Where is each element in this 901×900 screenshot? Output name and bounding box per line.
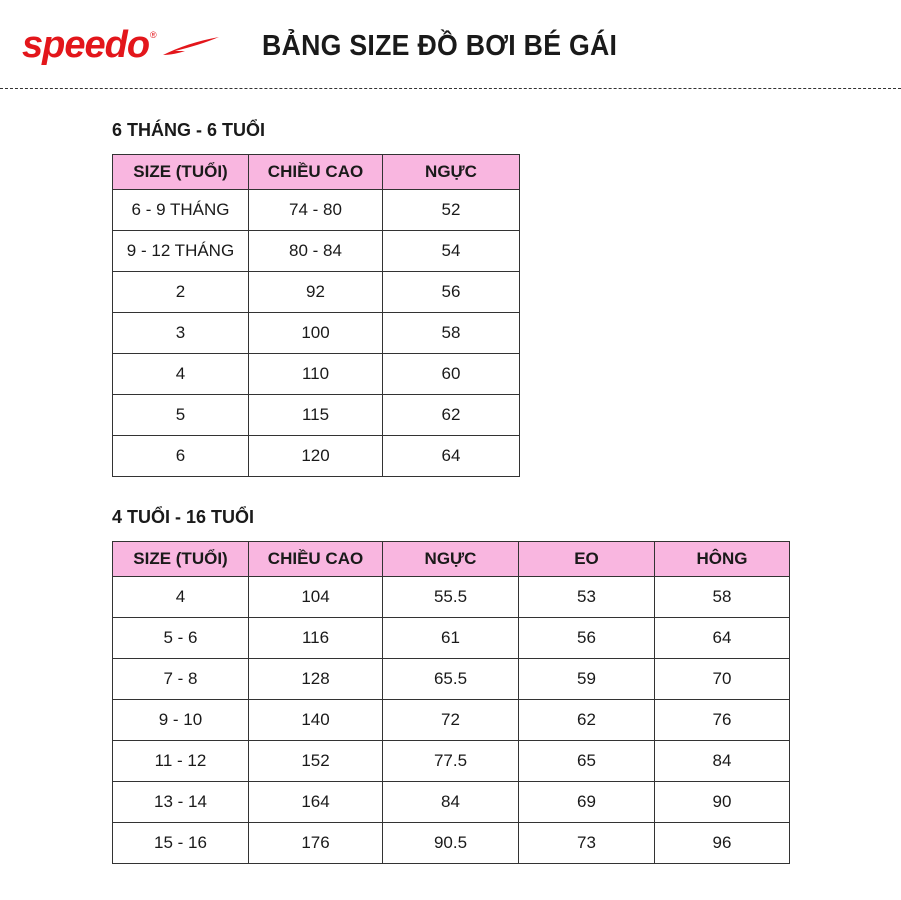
header-chest: NGỰC (383, 155, 520, 190)
cell-chest: 64 (383, 436, 520, 477)
cell-height: 176 (249, 823, 383, 864)
cell-hip: 70 (655, 659, 790, 700)
cell-hip: 96 (655, 823, 790, 864)
table-row (113, 782, 790, 823)
cell-waist: 62 (519, 700, 655, 741)
cell-height: 92 (249, 272, 383, 313)
cell-height: 74 - 80 (249, 190, 383, 231)
cell-waist: 59 (519, 659, 655, 700)
cell-chest: 77.5 (383, 741, 519, 782)
cell-chest: 72 (383, 700, 519, 741)
cell-size: 13 - 14 (113, 782, 249, 823)
cell-size: 4 (113, 577, 249, 618)
cell-waist: 73 (519, 823, 655, 864)
cell-height: 100 (249, 313, 383, 354)
table-row (113, 272, 520, 313)
cell-hip: 90 (655, 782, 790, 823)
cell-hip: 76 (655, 700, 790, 741)
header-size: SIZE (TUỔI) (113, 155, 249, 190)
page-title: BẢNG SIZE ĐỒ BƠI BÉ GÁI (262, 30, 618, 62)
cell-chest: 61 (383, 618, 519, 659)
cell-size: 5 (113, 395, 249, 436)
cell-chest: 60 (383, 354, 520, 395)
table-row (113, 190, 520, 231)
table-row (113, 231, 520, 272)
header-hip: HÔNG (655, 542, 790, 577)
header-height: CHIỀU CAO (249, 542, 383, 577)
cell-size: 6 - 9 THÁNG (113, 190, 249, 231)
cell-size: 4 (113, 354, 249, 395)
cell-size: 2 (113, 272, 249, 313)
cell-size: 7 - 8 (113, 659, 249, 700)
cell-height: 152 (249, 741, 383, 782)
size-table-infant (112, 154, 520, 477)
table-header-row (113, 542, 790, 577)
cell-chest: 52 (383, 190, 520, 231)
cell-height: 104 (249, 577, 383, 618)
cell-size: 11 - 12 (113, 741, 249, 782)
cell-chest: 54 (383, 231, 520, 272)
cell-size: 3 (113, 313, 249, 354)
cell-size: 6 (113, 436, 249, 477)
cell-height: 116 (249, 618, 383, 659)
cell-chest: 90.5 (383, 823, 519, 864)
cell-chest: 65.5 (383, 659, 519, 700)
cell-size: 5 - 6 (113, 618, 249, 659)
speedo-boomerang-icon (161, 35, 221, 57)
table-row (113, 659, 790, 700)
cell-size: 15 - 16 (113, 823, 249, 864)
table-row (113, 700, 790, 741)
cell-height: 128 (249, 659, 383, 700)
cell-chest: 56 (383, 272, 520, 313)
cell-height: 110 (249, 354, 383, 395)
table-row (113, 313, 520, 354)
cell-chest: 84 (383, 782, 519, 823)
cell-chest: 55.5 (383, 577, 519, 618)
header-waist: EO (519, 542, 655, 577)
logo-wordmark: speedo (22, 24, 150, 66)
cell-height: 120 (249, 436, 383, 477)
speedo-logo (22, 26, 221, 64)
size-table-kids (112, 541, 790, 864)
cell-waist: 69 (519, 782, 655, 823)
cell-chest: 58 (383, 313, 520, 354)
cell-size: 9 - 10 (113, 700, 249, 741)
table-row (113, 741, 790, 782)
cell-hip: 84 (655, 741, 790, 782)
cell-height: 140 (249, 700, 383, 741)
table-row (113, 577, 790, 618)
header-size: SIZE (TUỔI) (113, 542, 249, 577)
table-row (113, 395, 520, 436)
cell-waist: 53 (519, 577, 655, 618)
cell-height: 115 (249, 395, 383, 436)
header-height: CHIỀU CAO (249, 155, 383, 190)
table-row (113, 436, 520, 477)
logo-registered-mark: ® (150, 30, 157, 40)
table-row (113, 823, 790, 864)
header-chest: NGỰC (383, 542, 519, 577)
cell-waist: 65 (519, 741, 655, 782)
cell-waist: 56 (519, 618, 655, 659)
cell-chest: 62 (383, 395, 520, 436)
cell-height: 80 - 84 (249, 231, 383, 272)
section-title-kids: 4 TUỔI - 16 TUỔI (112, 507, 255, 527)
dashed-divider (0, 88, 901, 89)
cell-height: 164 (249, 782, 383, 823)
table-header-row (113, 155, 520, 190)
section-title-infant: 6 THÁNG - 6 TUỔI (112, 120, 266, 140)
table-row (113, 354, 520, 395)
cell-hip: 64 (655, 618, 790, 659)
cell-hip: 58 (655, 577, 790, 618)
table-row (113, 618, 790, 659)
cell-size: 9 - 12 THÁNG (113, 231, 249, 272)
